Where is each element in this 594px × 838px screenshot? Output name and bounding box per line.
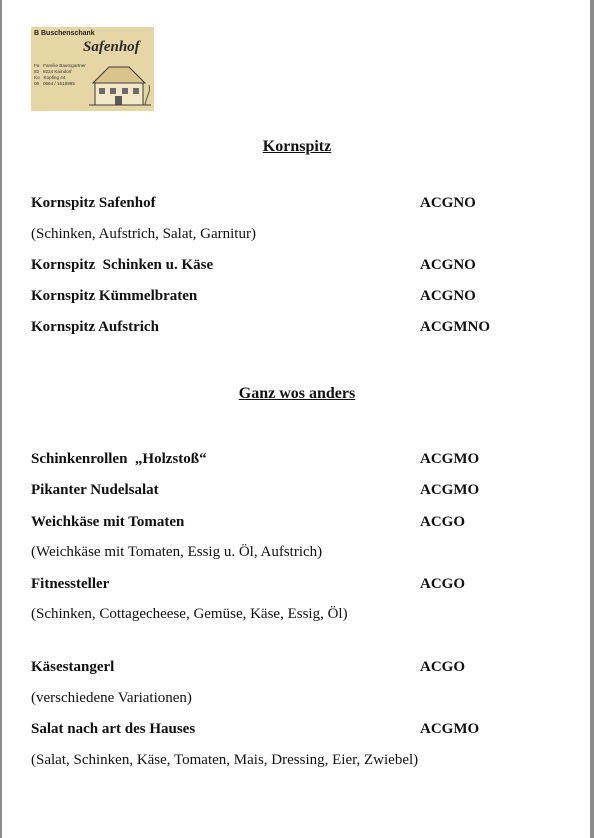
logo-info-line: Ko Kopfing 44 xyxy=(34,75,66,80)
menu-item-description: (Schinken, Cottagecheese, Gemüse, Käse, Essig, Öl) xyxy=(31,606,348,622)
page-border-right xyxy=(590,0,594,838)
farmhouse-illustration-icon xyxy=(89,61,151,109)
menu-item-name: Salat nach art des Hauses xyxy=(31,721,196,737)
logo-info xyxy=(34,63,86,87)
allergen-code: ACGMO xyxy=(420,721,480,737)
logo-info-line: Fa Familie Baumgartner xyxy=(34,63,86,68)
menu-item-name: Kornspitz Schinken u. Käse xyxy=(31,257,214,273)
allergen-code: ACGNO xyxy=(420,288,476,304)
allergen-code: ACGMNO xyxy=(420,319,490,335)
logo-name: Safenhof xyxy=(83,39,140,55)
menu-item-name: Kornspitz Aufstrich xyxy=(31,319,159,335)
menu-item-name: Käsestangerl xyxy=(31,659,115,675)
menu-item-description: (Salat, Schinken, Käse, Tomaten, Mais, Dressing, Eier, Zwiebel) xyxy=(31,752,419,768)
menu-item-name: Schinkenrollen „Holzstoß“ xyxy=(31,451,207,467)
menu-item-name: Kornspitz Safenhof xyxy=(31,195,156,211)
menu-item-description: (Weichkäse mit Tomaten, Essig u. Öl, Aufstrich) xyxy=(31,544,323,560)
section-title-kornspitz: Kornspitz xyxy=(262,138,332,155)
allergen-code: ACGMO xyxy=(420,482,480,498)
allergen-code: ACGO xyxy=(420,514,465,530)
allergen-code: ACGO xyxy=(420,576,465,592)
allergen-code: ACGNO xyxy=(420,195,476,211)
menu-item-name: Weichkäse mit Tomaten xyxy=(31,514,185,530)
section-title-ganz-wos-anders: Ganz wos anders xyxy=(238,385,356,402)
logo-info-line: 82 8224 Kaindorf xyxy=(34,69,72,74)
allergen-code: ACGO xyxy=(420,659,465,675)
logo-info-line: 06 0664 / 1618985 xyxy=(34,81,75,86)
allergen-code: ACGNO xyxy=(420,257,476,273)
allergen-code: ACGMO xyxy=(420,451,480,467)
menu-item-name: Kornspitz Kümmelbraten xyxy=(31,288,198,304)
menu-item-description: (Schinken, Aufstrich, Salat, Garnitur) xyxy=(31,226,256,242)
logo-top-text: B Buschenschank xyxy=(34,30,95,37)
logo xyxy=(31,27,154,111)
menu-item-description: (verschiedene Variationen) xyxy=(31,690,192,706)
menu-item-name: Pikanter Nudelsalat xyxy=(31,482,159,498)
page-border-left xyxy=(0,0,2,838)
menu-item-name: Fitnessteller xyxy=(31,576,110,592)
